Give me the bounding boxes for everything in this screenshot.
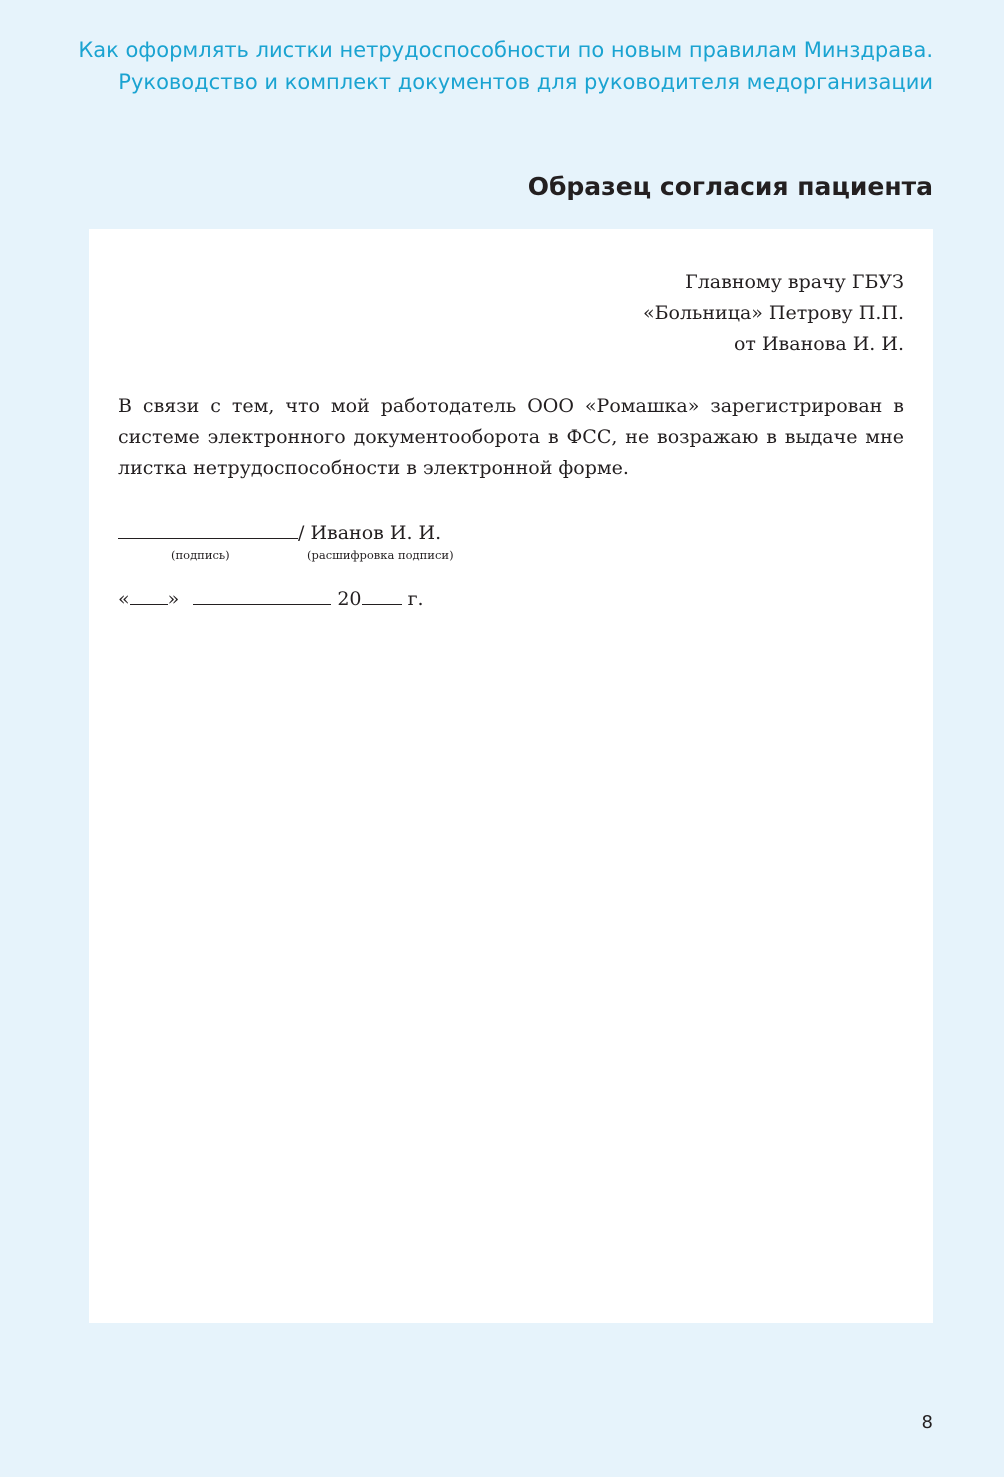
addressee-block — [118, 267, 904, 360]
date-open-quote: « — [118, 588, 130, 610]
running-header-line-2: Руководство и комплект документов для руководителя медорганизации — [118, 70, 933, 94]
running-header — [33, 34, 933, 98]
signature-row — [118, 518, 904, 548]
page-number: 8 — [921, 1412, 933, 1433]
date-close-quote: » — [167, 588, 180, 610]
section-title: Образец согласия пациента — [527, 172, 933, 201]
date-row — [118, 584, 904, 614]
date-day-blank — [130, 586, 168, 605]
signature-blank-line — [118, 520, 298, 539]
signature-captions — [118, 548, 904, 570]
date-year-blank — [362, 586, 402, 605]
running-header-line-1: Как оформлять листки нетрудоспособности по новым правилам Минздрава. — [78, 38, 933, 62]
document-card — [89, 229, 933, 1323]
signature-name: Иванов И. И. — [310, 522, 442, 544]
addressee-line-3: от Иванова И. И. — [733, 333, 904, 355]
caption-signature-decode: (расшифровка подписи) — [307, 548, 454, 562]
addressee-line-2: «Больница» Петрову П.П. — [642, 302, 904, 324]
date-suffix: г. — [407, 588, 424, 610]
consent-body-text: В связи с тем, что мой работодатель ООО «Ромашка» зарегистрирован в системе электронного документооборота в ФСС, не возражаю в выдаче мне листка нетрудоспособности в электронной форме. — [118, 395, 904, 479]
consent-document — [118, 267, 904, 614]
signature-separator: / — [298, 522, 305, 544]
caption-signature: (подпись) — [171, 548, 230, 562]
date-century: 20 — [337, 588, 362, 610]
date-month-blank — [193, 586, 331, 605]
addressee-line-1: Главному врачу ГБУЗ — [685, 271, 904, 293]
